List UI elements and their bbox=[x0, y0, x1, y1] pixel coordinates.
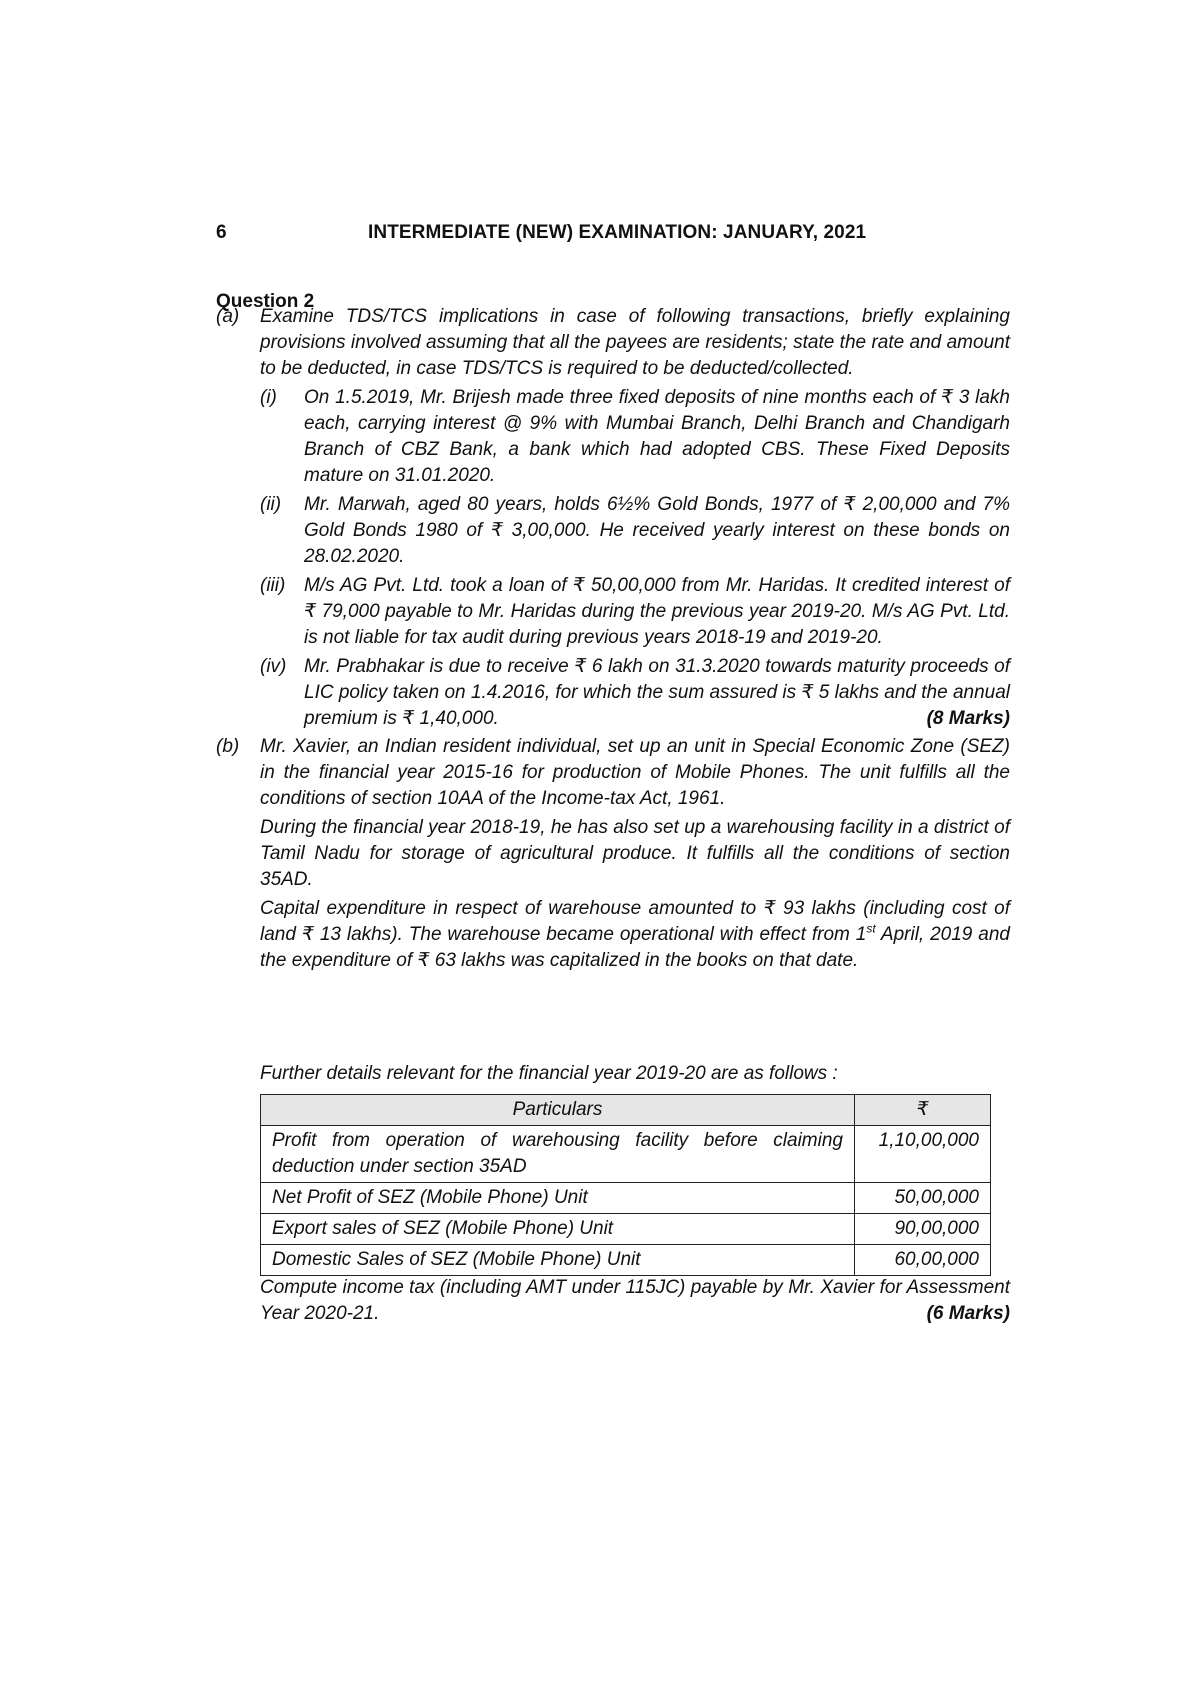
part-a-intro: Examine TDS/TCS implications in case of following transactions, briefly explaining provisions involved assuming that all the payees are residents; state the rate and amount to be deducted, in case TDS/TCS is required to be deducted/collected. bbox=[260, 306, 1010, 379]
table-row bbox=[261, 1126, 991, 1183]
row-amount: 1,10,00,000 bbox=[855, 1126, 991, 1183]
header-rupee: ₹ bbox=[855, 1095, 991, 1126]
item-i-label: (i) bbox=[260, 387, 277, 408]
part-a-marks: (8 Marks) bbox=[926, 708, 1010, 729]
part-b-label: (b) bbox=[216, 736, 240, 757]
page-number: 6 bbox=[216, 222, 227, 243]
para-3-start: Capital expenditure in respect of warehouse amounted to ₹ 93 lakhs (including cost of land ₹ 13 lakhs). The warehouse became operational with effect from 1 bbox=[260, 898, 1010, 945]
item-iv-block bbox=[304, 654, 1010, 732]
part-b-para-1: Mr. Xavier, an Indian resident individual, set up an unit in Special Economic Zone (SEZ) in the financial year 2015-16 for production of Mobile Phones. The unit fulfills all the conditions of section 10AA of the Income-tax Act, 1961. bbox=[260, 736, 1010, 809]
part-b-para-2: During the financial year 2018-19, he has also set up a warehousing facility in a district of Tamil Nadu for storage of agricultural produce. It fulfills all the conditions of section 35AD. bbox=[260, 817, 1010, 890]
item-ii-text: Mr. Marwah, aged 80 years, holds 6½% Gold Bonds, 1977 of ₹ 2,00,000 and 7% Gold Bonds 1980 of ₹ 3,00,000. He received yearly interest on these bonds on 28.02.2020. bbox=[304, 494, 1010, 567]
item-iv-label: (iv) bbox=[260, 656, 287, 677]
row-particular: Export sales of SEZ (Mobile Phone) Unit bbox=[261, 1214, 855, 1245]
part-b-para-3 bbox=[260, 896, 1010, 974]
item-iii-text: M/s AG Pvt. Ltd. took a loan of ₹ 50,00,000 from Mr. Haridas. It credited interest of ₹ 79,000 payable to Mr. Haridas during the previous year 2019-20. M/s AG Pvt. Ltd. is not liable for tax audit during previous years 2018-19 and 2019-20. bbox=[304, 575, 1010, 648]
part-a-label: (a) bbox=[216, 306, 240, 327]
para-3-end: April, 2019 and the expenditure of ₹ 63 lakhs was capitalized in the books on that date. bbox=[260, 924, 1010, 971]
row-particular: Net Profit of SEZ (Mobile Phone) Unit bbox=[261, 1183, 855, 1214]
exam-title: INTERMEDIATE (NEW) EXAMINATION: JANUARY, 2021 bbox=[368, 222, 867, 243]
para-3-superscript: st bbox=[866, 921, 876, 936]
item-iii-label: (iii) bbox=[260, 575, 286, 596]
row-amount: 50,00,000 bbox=[855, 1183, 991, 1214]
details-table bbox=[260, 1094, 991, 1276]
part-b-para-4: Further details relevant for the financial year 2019-20 are as follows : bbox=[260, 1063, 838, 1084]
row-particular: Domestic Sales of SEZ (Mobile Phone) Unit bbox=[261, 1245, 855, 1276]
compute-instruction: Compute income tax (including AMT under 115JC) payable by Mr. Xavier for Assessment Year 2020-21. bbox=[260, 1277, 1010, 1324]
item-i-text: On 1.5.2019, Mr. Brijesh made three fixed deposits of nine months each of ₹ 3 lakh each, carrying interest @ 9% with Mumbai Branch, Delhi Branch and Chandigarh Branch of CBZ Bank, a bank which had adopted CBS. These Fixed Deposits mature on 31.01.2020. bbox=[304, 387, 1010, 486]
part-b-para-5 bbox=[260, 1275, 1010, 1327]
question-title: Question 2 bbox=[216, 291, 315, 312]
table-row bbox=[261, 1245, 991, 1276]
item-ii-label: (ii) bbox=[260, 494, 282, 515]
header-particulars: Particulars bbox=[261, 1095, 855, 1126]
item-iv-text: Mr. Prabhakar is due to receive ₹ 6 lakh on 31.3.2020 towards maturity proceeds of LIC policy taken on 1.4.2016, for which the sum assured is ₹ 5 lakhs and the annual premium is ₹ 1,40,000. bbox=[304, 656, 1011, 729]
table-header-row bbox=[261, 1095, 991, 1126]
part-b-marks: (6 Marks) bbox=[926, 1303, 1010, 1324]
row-particular: Profit from operation of warehousing facility before claiming deduction under section 35AD bbox=[261, 1126, 855, 1183]
table-row bbox=[261, 1214, 991, 1245]
table-row bbox=[261, 1183, 991, 1214]
row-amount: 60,00,000 bbox=[855, 1245, 991, 1276]
row-amount: 90,00,000 bbox=[855, 1214, 991, 1245]
